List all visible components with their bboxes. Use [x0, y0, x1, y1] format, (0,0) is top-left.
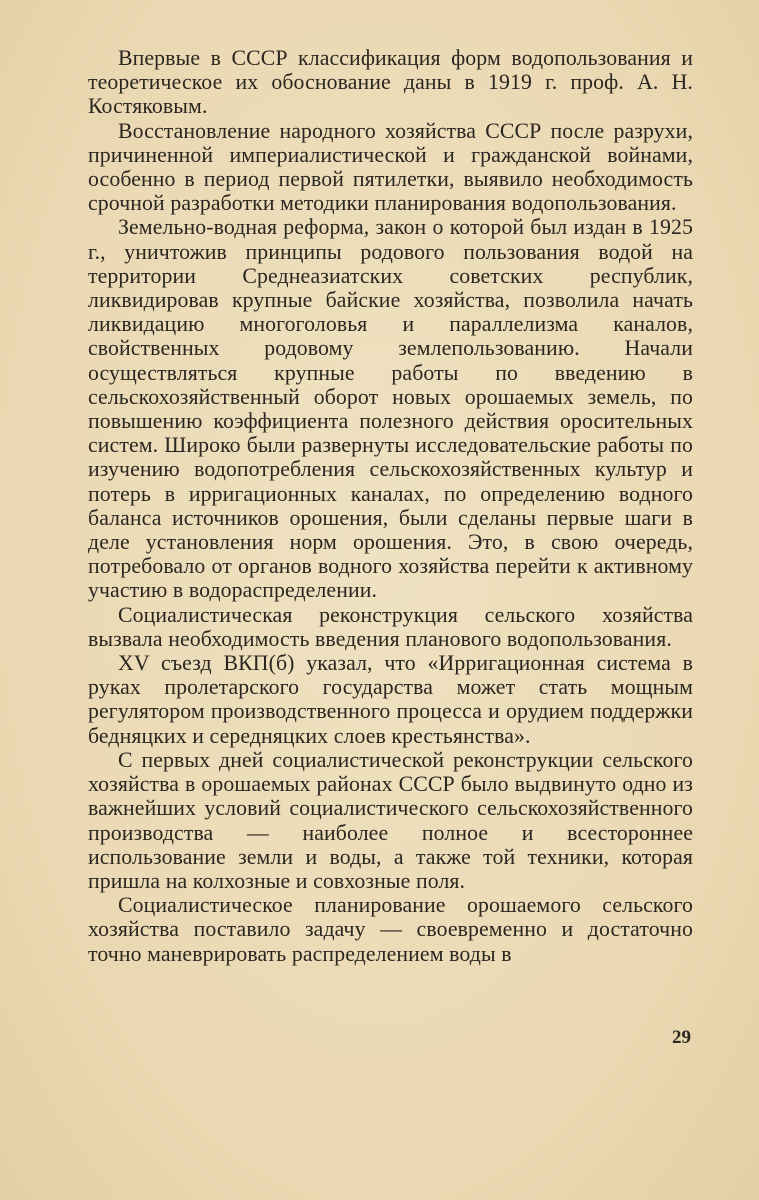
page-number: 29	[672, 1027, 691, 1048]
paragraph-4: Социалистическая реконструкция сельского хозяйства вызвала необходимость введения планового водопользования.	[88, 602, 693, 651]
paragraph-2: Восстановление народного хозяйства СССР после разрухи, причиненной империалистической и гражданской войнами, особенно в период первой пятилетки, выявило необходимость срочной разработки методики планирования водопользования.	[88, 118, 693, 216]
paragraph-1: Впервые в СССР классификация форм водопользования и теоретическое их обоснование даны в 1919 г. проф. А. Н. Костяковым.	[88, 46, 693, 119]
body-text	[88, 46, 693, 966]
paragraph-3: Земельно-водная реформа, закон о которой был издан в 1925 г., уничтожив принципы родового пользования водой на территории Среднеазиатских советских республик, ликвидировав крупные байские хозяйства, позволила начать ликвидацию многоголовья и параллелизма каналов, свойственных родовому землепользованию. Начали осуществляться крупные работы по введению в сельскохозяйственный оборот новых орошаемых земель, по повышению коэффициента полезного действия оросительных систем. Широко были развернуты исследовательские работы по изучению водопотребления сельскохозяйственных культур и потерь в ирригационных каналах, по определению водного баланса источников орошения, были сделаны первые шаги в деле установления норм орошения. Это, в свою очередь, потребовало от органов водного хозяйства перейти к активному участию в водораспределении.	[88, 215, 693, 603]
paragraph-7: Социалистическое планирование орошаемого сельского хозяйства поставило задачу — своевременно и достаточно точно маневрировать распределением воды в	[88, 893, 693, 966]
paragraph-5: XV съезд ВКП(б) указал, что «Ирригационная система в руках пролетарского государства может стать мощным регулятором производственного процесса и орудием поддержки бедняцких и середняцких слоев крестьянства».	[88, 651, 693, 748]
paragraph-6: С первых дней социалистической реконструкции сельского хозяйства в орошаемых районах СССР было выдвинуто одно из важнейших условий социалистического сельскохозяйственного производства — наиболее полное и всестороннее использование земли и воды, а также той техники, которая пришла на колхозные и совхозные поля.	[88, 747, 693, 893]
